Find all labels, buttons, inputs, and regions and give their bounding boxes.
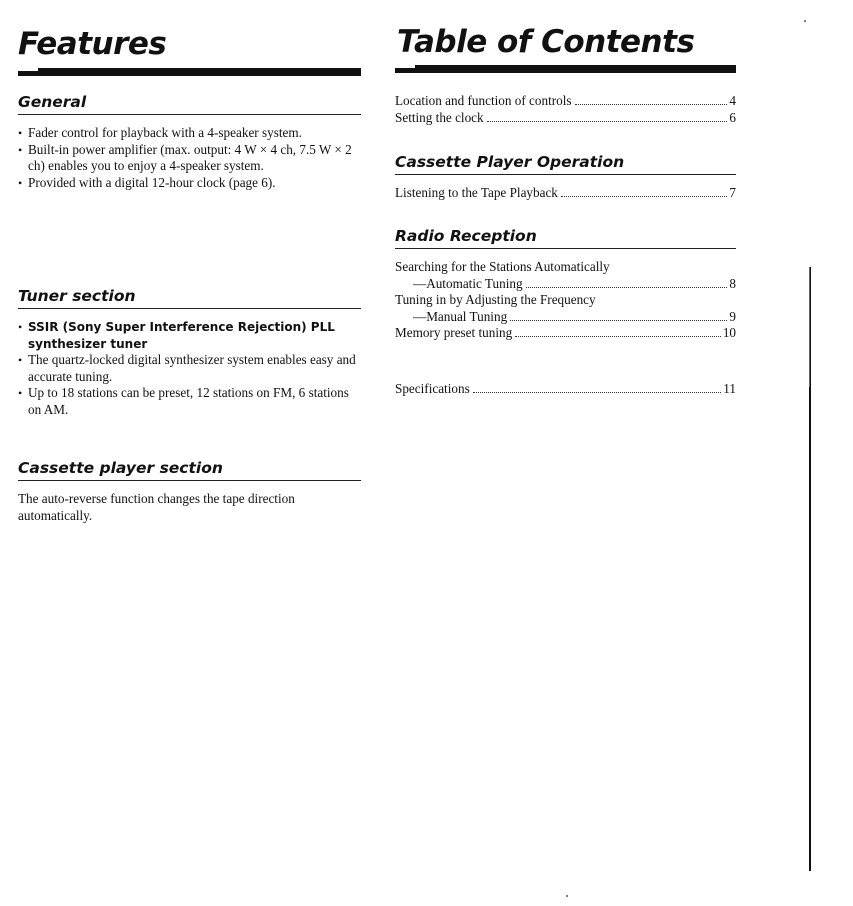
- toc-entry-line[interactable]: Searching for the Stations Automatically: [395, 259, 610, 274]
- toc-entry-page: 9: [729, 308, 736, 324]
- page-edge-rule: [809, 267, 811, 871]
- toc-entry-label: Listening to the Tape Playback: [395, 185, 558, 200]
- toc-entry-label: Location and function of controls: [395, 93, 572, 108]
- toc-entry-page: 11: [723, 381, 736, 396]
- scan-speck: [804, 20, 806, 22]
- toc-entry[interactable]: [395, 93, 736, 110]
- toc-title-bar: [395, 65, 736, 73]
- toc-group-radio: [395, 227, 736, 342]
- leader-dots: [510, 320, 727, 321]
- page-edge-rule-thin: [809, 267, 810, 387]
- toc-group-specs: [395, 381, 736, 398]
- leader-dots: [473, 392, 722, 393]
- toc-group-intro: [395, 93, 736, 126]
- leader-dots: [561, 196, 728, 197]
- cassette-text: The auto-reverse function changes the tape direction automatically.: [18, 491, 295, 523]
- toc-entry-page: 10: [722, 325, 736, 340]
- scan-speck: [566, 895, 568, 897]
- general-section: [18, 93, 361, 191]
- toc-entry-label: Setting the clock: [395, 109, 484, 125]
- cassette-section: [18, 459, 361, 524]
- toc-group-cassette: [395, 153, 736, 202]
- cassette-heading: Cassette player section: [18, 459, 361, 481]
- tuner-heading: Tuner section: [18, 287, 361, 309]
- toc-entry-label: Specifications: [395, 381, 470, 396]
- list-item: • Up to 18 stations can be preset, 12 stations on FM, 6 stations on AM.: [18, 385, 361, 418]
- toc-entry-label: Memory preset tuning: [395, 325, 513, 340]
- tuner-feature-ssir: SSIR (Sony Super Interference Rejection) PLL synthesizer tuner: [28, 320, 335, 351]
- leader-dots: [487, 121, 728, 122]
- leader-dots: [515, 336, 721, 337]
- toc-entry-page: 8: [729, 275, 736, 291]
- toc-entry-page: 6: [729, 109, 736, 125]
- toc-entry[interactable]: [395, 325, 736, 342]
- leader-dots: [575, 104, 728, 105]
- features-title: Features: [18, 26, 167, 62]
- toc-entry-line[interactable]: Tuning in by Adjusting the Frequency: [395, 292, 596, 307]
- list-item: • Provided with a digital 12-hour clock (page 6).: [18, 175, 361, 192]
- toc-entry-page: 7: [729, 185, 736, 200]
- leader-dots: [526, 287, 728, 288]
- list-item: [18, 319, 361, 352]
- toc-entry[interactable]: [395, 381, 736, 398]
- tuner-section: [18, 287, 361, 418]
- toc-entry[interactable]: [395, 276, 736, 293]
- title-bar-notch: [18, 68, 38, 71]
- toc-entry[interactable]: [395, 309, 736, 326]
- toc-radio-heading: Radio Reception: [395, 227, 736, 249]
- toc-entry-label: —Automatic Tuning: [413, 275, 523, 291]
- title-bar-notch: [395, 65, 415, 68]
- toc-title: Table of Contents: [397, 24, 695, 60]
- toc-entry-page: 4: [729, 93, 736, 108]
- general-heading: General: [18, 93, 361, 115]
- toc-cassette-heading: Cassette Player Operation: [395, 153, 736, 175]
- tuner-list: [18, 319, 361, 418]
- general-list: [18, 125, 361, 191]
- toc-entry[interactable]: [395, 185, 736, 202]
- list-item: • Built-in power amplifier (max. output: 4 W × 4 ch, 7.5 W × 2 ch) enables you to enjoy a 4-speaker system.: [18, 142, 361, 175]
- toc-entry-label: —Manual Tuning: [413, 308, 508, 324]
- list-item: • The quartz-locked digital synthesizer system enables easy and accurate tuning.: [18, 352, 361, 385]
- toc-entry[interactable]: [395, 110, 736, 127]
- features-title-bar: [18, 68, 361, 76]
- list-item: • Fader control for playback with a 4-speaker system.: [18, 125, 361, 142]
